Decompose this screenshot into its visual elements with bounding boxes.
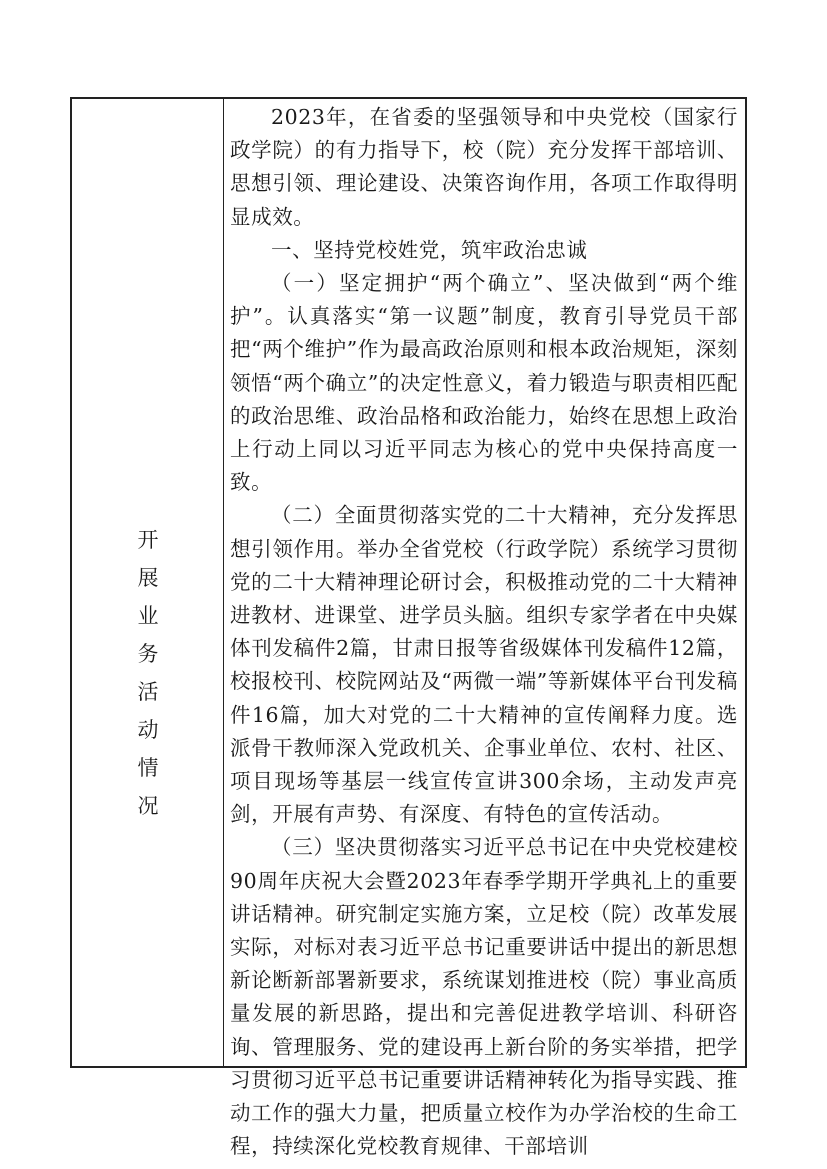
content-cell bbox=[224, 99, 745, 1159]
section-heading-1: 一、坚持党校姓党，筑牢政治忠诚 bbox=[271, 237, 588, 262]
paragraph-1: （一）坚定拥护“两个确立”、坚决做到“两个维护”。认真落实“第一议题”制度，教育引导党员干部把“两个维护”作为最高政治原则和根本政治规矩，深刻领悟“两个确立”的决定性意义，着力锻造与职责相匹配的政治思维、政治品格和政治能力，始终在思想上政治上行动上同以习近平同志为核心的党中央保持高度一致。 bbox=[230, 271, 738, 495]
paragraph-2: （二）全面贯彻落实党的二十大精神，充分发挥思想引领作用。举办全省党校（行政学院）系统学习贯彻党的二十大精神理论研讨会，积极推动党的二十大精神进教材、进课堂、进学员头脑。组织专家学者在中央媒体刊发稿件2篇，甘肃日报等省级媒体刊发稿件12篇，校报校刊、校院网站及“两微一端”等新媒体平台刊发稿件16篇，加大对党的二十大精神的宣传阐释力度。选派骨干教师深入党政机关、企事业单位、农村、社区、项目现场等基层一线宣传宣讲300余场，主动发声亮剑，开展有声势、有深度、有特色的宣传活动。 bbox=[230, 503, 738, 827]
intro-paragraph: 2023年，在省委的坚强领导和中央党校（国家行政学院）的有力指导下，校（院）充分发挥干部培训、思想引领、理论建设、决策咨询作用，各项工作取得明显成效。 bbox=[230, 105, 738, 229]
label-cell bbox=[72, 99, 224, 1066]
content-body bbox=[230, 101, 738, 1164]
section-label: 开展业务活动情况 bbox=[137, 528, 159, 818]
form-table bbox=[70, 97, 747, 1159]
paragraph-3: （三）坚决贯彻落实习近平总书记在中央党校建校90周年庆祝大会暨2023年春季学期开学典礼上的重要讲话精神。研究制定实施方案，立足校（院）改革发展实际，对标对表习近平总书记重要讲话中提出的新思想新论断新部署新要求，系统谋划推进校（院）事业高质量发展的新思路，提出和完善促进教学培训、科研咨询、管理服务、党的建设再上新台阶的务实举措，把学习贯彻习近平总书记重要讲话精神转化为指导实践、推动工作的强大力量，把质量立校作为办学治校的生命工程，持续深化党校教育规律、干部培训 bbox=[230, 835, 738, 1159]
